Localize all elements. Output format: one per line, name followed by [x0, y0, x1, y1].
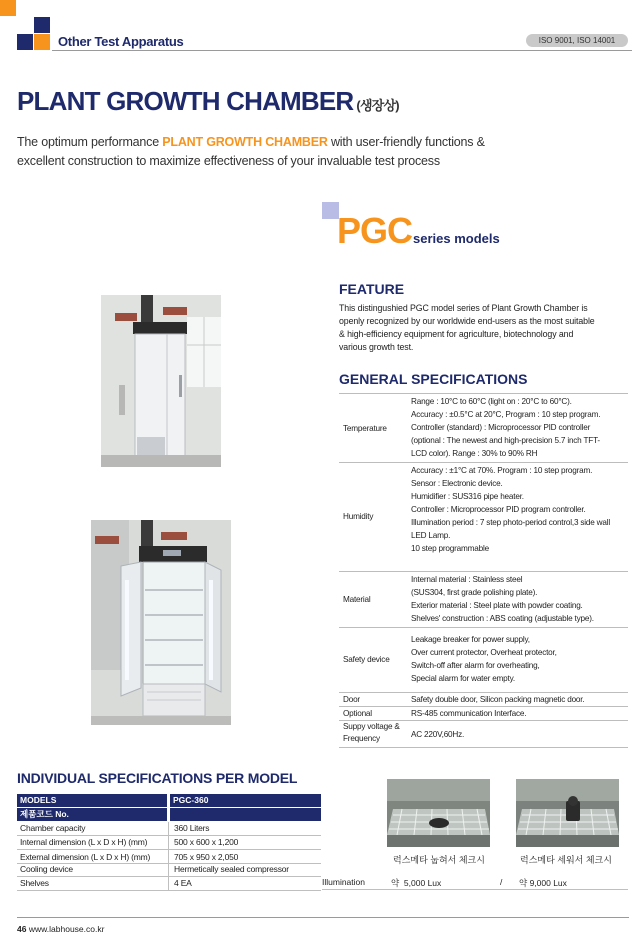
- website-link[interactable]: www.labhouse.co.kr: [28, 924, 105, 934]
- ind-spec-rule: [17, 835, 321, 836]
- feature-line: openly recognized by our worldwide end-users as the most suitable: [339, 316, 595, 326]
- feature-text: [339, 302, 631, 354]
- lux-caption-standing: 럭스메타 세워서 체크시: [520, 855, 612, 865]
- spec-label: Safety device: [343, 655, 390, 664]
- ind-spec-col-divider: [168, 822, 169, 890]
- illumination-right-value: 약 9,000 Lux: [519, 878, 567, 888]
- spec-row-voltage: [339, 721, 628, 748]
- lux-photo-standing: [516, 779, 619, 847]
- ind-spec-value: 705 x 950 x 2,050: [174, 852, 239, 862]
- footer-rule: [17, 917, 629, 918]
- general-specs-heading: GENERAL SPECIFICATIONS: [339, 371, 528, 387]
- spec-row-temperature: [339, 394, 628, 463]
- spec-row-door: [339, 693, 628, 707]
- spec-row-optional: [339, 707, 628, 721]
- header-rule: [52, 50, 632, 51]
- spec-value: Range : 10°C to 60°C (light on : 20°C to 60°C). Accuracy : ±0.5°C at 20°C, Program : 10 step program. Controller (standard) : Microprocessor PID controller (optional : The newest and high-precision 5.7 inch TFT- LCD color). Range : 30% to 90% RH: [411, 397, 601, 458]
- iso-badge: ISO 9001, ISO 14001: [526, 34, 628, 47]
- ind-spec-label: External dimension (L x D x H) (mm): [20, 852, 151, 862]
- page-title: [17, 86, 399, 117]
- intro-suffix: with user-friendly functions &: [327, 135, 485, 149]
- series-heading: [337, 210, 500, 252]
- intro-text: [17, 133, 485, 171]
- spec-value: Internal material : Stainless steel (SUS304, first grade polishing plate). Exterior material : Steel plate with powder coating. Shelves' construction : ABS coating (adjustable type).: [411, 575, 594, 623]
- code-value-cell: [170, 808, 321, 821]
- section-title: Other Test Apparatus: [58, 34, 184, 49]
- spec-label: Door: [343, 695, 360, 704]
- product-photo-closed: [101, 295, 221, 467]
- feature-line: This distingushied PGC model series of Plant Growth Chamber is: [339, 303, 588, 313]
- series-code: PGC: [337, 210, 413, 251]
- illumination-rule: [322, 889, 628, 890]
- spec-value: Accuracy : ±1°C at 70%. Program : 10 step program. Sensor : Electronic device. Humidifier : SUS316 pipe heater. Controller : Microprocessor PID program controller. Illumination period : 7 step photo-period control,3 side wall LED Lamp. 10 step programmable: [411, 466, 610, 553]
- series-label: series models: [413, 231, 500, 246]
- spec-label: Optional: [343, 709, 372, 718]
- spec-value: Leakage breaker for power supply, Over current protector, Overheat protector, Switch-off after alarm for overheating, Special alarm for water empty.: [411, 635, 557, 683]
- spec-value: Safety double door, Silicon packing magnetic door.: [411, 695, 585, 704]
- spec-row-safety: [339, 628, 628, 693]
- spec-value: RS-485 communication Interface.: [411, 709, 527, 718]
- page-title-main: PLANT GROWTH CHAMBER: [17, 86, 354, 116]
- ind-spec-rule: [17, 876, 321, 877]
- intro-highlight: PLANT GROWTH CHAMBER: [162, 135, 328, 149]
- spec-value: AC 220V,60Hz.: [411, 730, 465, 739]
- ind-spec-value: 500 x 600 x 1,200: [174, 837, 239, 847]
- feature-line: & high-efficiency equipment for agriculture, biotechnology and: [339, 329, 574, 339]
- ind-spec-label: Internal dimension (L x D x H) (mm): [20, 837, 148, 847]
- page-number: 46: [17, 924, 27, 934]
- illumination-label: Illumination: [322, 877, 365, 887]
- model-header: PGC-360: [170, 794, 321, 807]
- spec-row-material: [339, 572, 628, 628]
- intro-prefix: The optimum performance: [17, 135, 163, 149]
- spec-label: Material: [343, 595, 371, 604]
- ind-spec-value: Hermetically sealed compressor: [174, 864, 289, 874]
- feature-line: various growth test.: [339, 342, 414, 352]
- feature-heading: FEATURE: [339, 281, 405, 297]
- ind-spec-rule: [17, 849, 321, 850]
- page-title-korean: (생장상): [356, 98, 399, 113]
- ind-spec-value: 360 Liters: [174, 823, 210, 833]
- models-header: MODELS: [17, 794, 167, 807]
- illumination-separator: /: [500, 877, 503, 887]
- individual-specs-heading: INDIVIDUAL SPECIFICATIONS PER MODEL: [17, 770, 298, 786]
- spec-label: Humidity: [343, 512, 374, 521]
- footer: [17, 924, 104, 934]
- spec-label: Suppy voltage & Frequency: [343, 722, 400, 743]
- ind-spec-rule: [17, 890, 321, 891]
- spec-row-humidity: [339, 463, 628, 572]
- illumination-left-value: 약 5,000 Lux: [391, 878, 442, 888]
- lux-photo-lying: [387, 779, 490, 847]
- spec-label: Temperature: [343, 424, 387, 433]
- code-header: 제품코드 No.: [17, 808, 167, 821]
- ind-spec-label: Cooling device: [20, 864, 73, 874]
- product-photo-open: [91, 520, 231, 725]
- intro-line-2: excellent construction to maximize effectiveness of your invaluable test process: [17, 154, 440, 168]
- ind-spec-label: Shelves: [20, 878, 49, 888]
- lux-caption-lying: 럭스메타 눕혀서 체크시: [393, 855, 485, 865]
- ind-spec-value: 4 EA: [174, 878, 192, 888]
- ind-spec-label: Chamber capacity: [20, 823, 86, 833]
